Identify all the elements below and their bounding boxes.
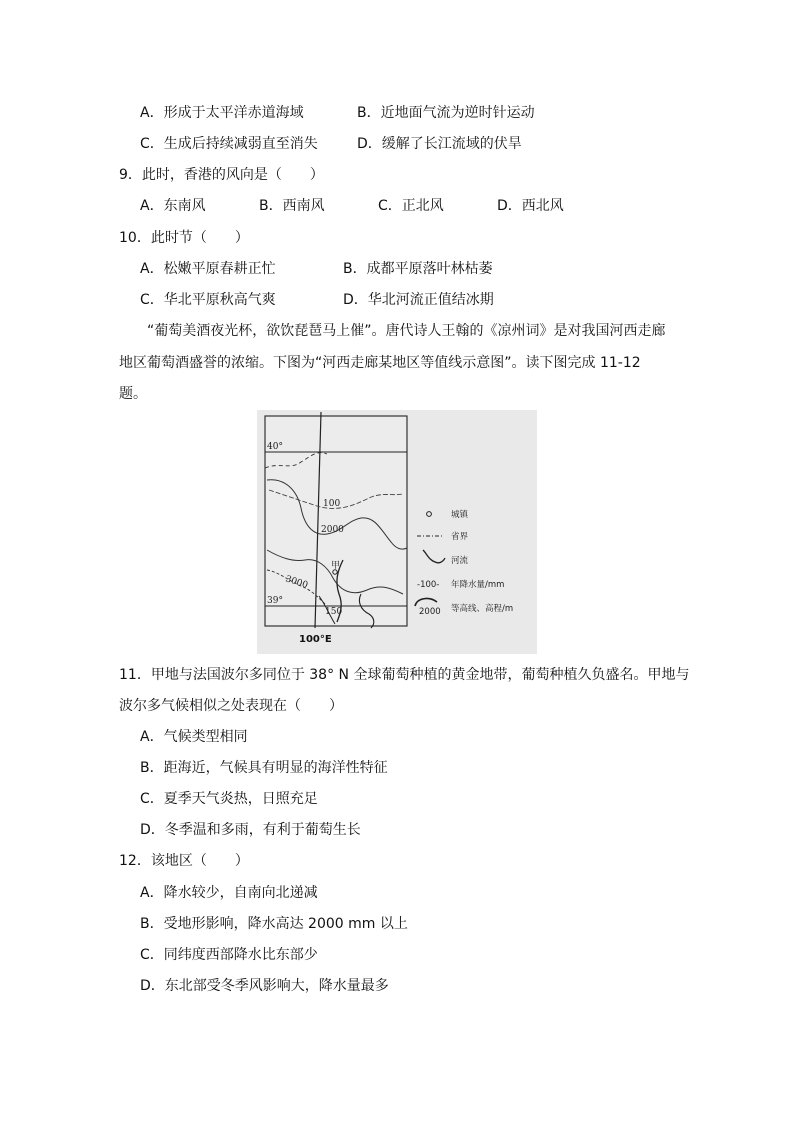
q8-option-c: C．生成后持续减弱直至消失 <box>140 136 318 152</box>
q11-option-c: C．夏季天气炎热，日照充足 <box>140 791 318 807</box>
legend-contour-value: 2000 <box>419 607 441 617</box>
q12-option-c: C．同纬度西部降水比东部少 <box>140 947 318 963</box>
q8-option-d: D．缓解了长江流域的伏旱 <box>357 136 522 152</box>
q11-stem-line-1: 11．甲地与法国波尔多同位于 38° N 全球葡萄种植的黄金地带，葡萄种植久负盛名。甲地与 <box>119 667 690 683</box>
legend-town-icon <box>427 512 432 517</box>
lat-label-40: 40° <box>267 442 283 452</box>
q8-option-a: A．形成于太平洋赤道海域 <box>140 105 304 121</box>
q11-stem-line-2: 波尔多气候相似之处表现在（ ） <box>119 698 343 714</box>
intro-line-3: 题。 <box>119 386 147 402</box>
legend-river-label: 河流 <box>451 556 469 566</box>
q12-option-a: A．降水较少，自南向北递减 <box>140 885 318 901</box>
q10-option-d: D．华北河流正值结冰期 <box>343 292 494 308</box>
hexi-corridor-isoline-map <box>257 410 537 654</box>
q10-option-c: C．华北平原秋高气爽 <box>140 292 276 308</box>
q9-option-c: C．正北风 <box>378 198 444 214</box>
q11-option-a: A．气候类型相同 <box>140 729 248 745</box>
contour-label-3000: 3000 <box>284 574 309 591</box>
lat-label-39: 39° <box>267 596 283 606</box>
q9-stem: 9．此时，香港的风向是（ ） <box>119 167 324 183</box>
legend-precip-value: -100- <box>417 580 440 590</box>
contour-label-100: 100 <box>323 499 341 509</box>
place-label-jia: 甲 <box>331 561 341 571</box>
contour-label-2000: 2000 <box>321 525 344 535</box>
q10-stem: 10．此时节（ ） <box>119 230 249 246</box>
legend-contour-label: 等高线、高程/m <box>451 604 514 614</box>
lon-label-100e: 100°E <box>299 634 332 645</box>
map-svg <box>257 410 537 654</box>
q12-option-d: D．东北部受冬季风影响大，降水量最多 <box>140 978 389 994</box>
q11-option-d: D．冬季温和多雨，有利于葡萄生长 <box>140 822 361 838</box>
q12-option-b: B．受地形影响，降水高达 2000 mm 以上 <box>140 916 408 932</box>
legend-boundary-label: 省界 <box>451 532 469 542</box>
q8-option-b: B．近地面气流为逆时针运动 <box>357 105 535 121</box>
q10-option-b: B．成都平原落叶林枯萎 <box>343 261 493 277</box>
map-frame <box>265 416 407 626</box>
q12-stem: 12．该地区（ ） <box>119 853 249 869</box>
legend-precip-label: 年降水量/mm <box>451 580 505 590</box>
contour-label-150: 150 <box>325 607 343 617</box>
q10-option-a: A．松嫩平原春耕正忙 <box>140 261 276 277</box>
legend-river-icon <box>423 550 445 563</box>
q9-option-a: A．东南风 <box>140 198 206 214</box>
intro-line-1: “葡萄美酒夜光杯，欲饮琵琶马上催”。唐代诗人王翰的《凉州词》是对我国河西走廊 <box>147 323 666 339</box>
intro-line-2: 地区葡萄酒盛誉的浓缩。下图为“河西走廊某地区等值线示意图”。读下图完成 11-12 <box>119 355 641 371</box>
q9-option-d: D．西北风 <box>497 198 564 214</box>
legend-contour-icon <box>415 599 437 606</box>
q9-option-b: B．西南风 <box>259 198 325 214</box>
q11-option-b: B．距海近，气候具有明显的海洋性特征 <box>140 760 388 776</box>
legend-town-label: 城镇 <box>451 510 469 520</box>
